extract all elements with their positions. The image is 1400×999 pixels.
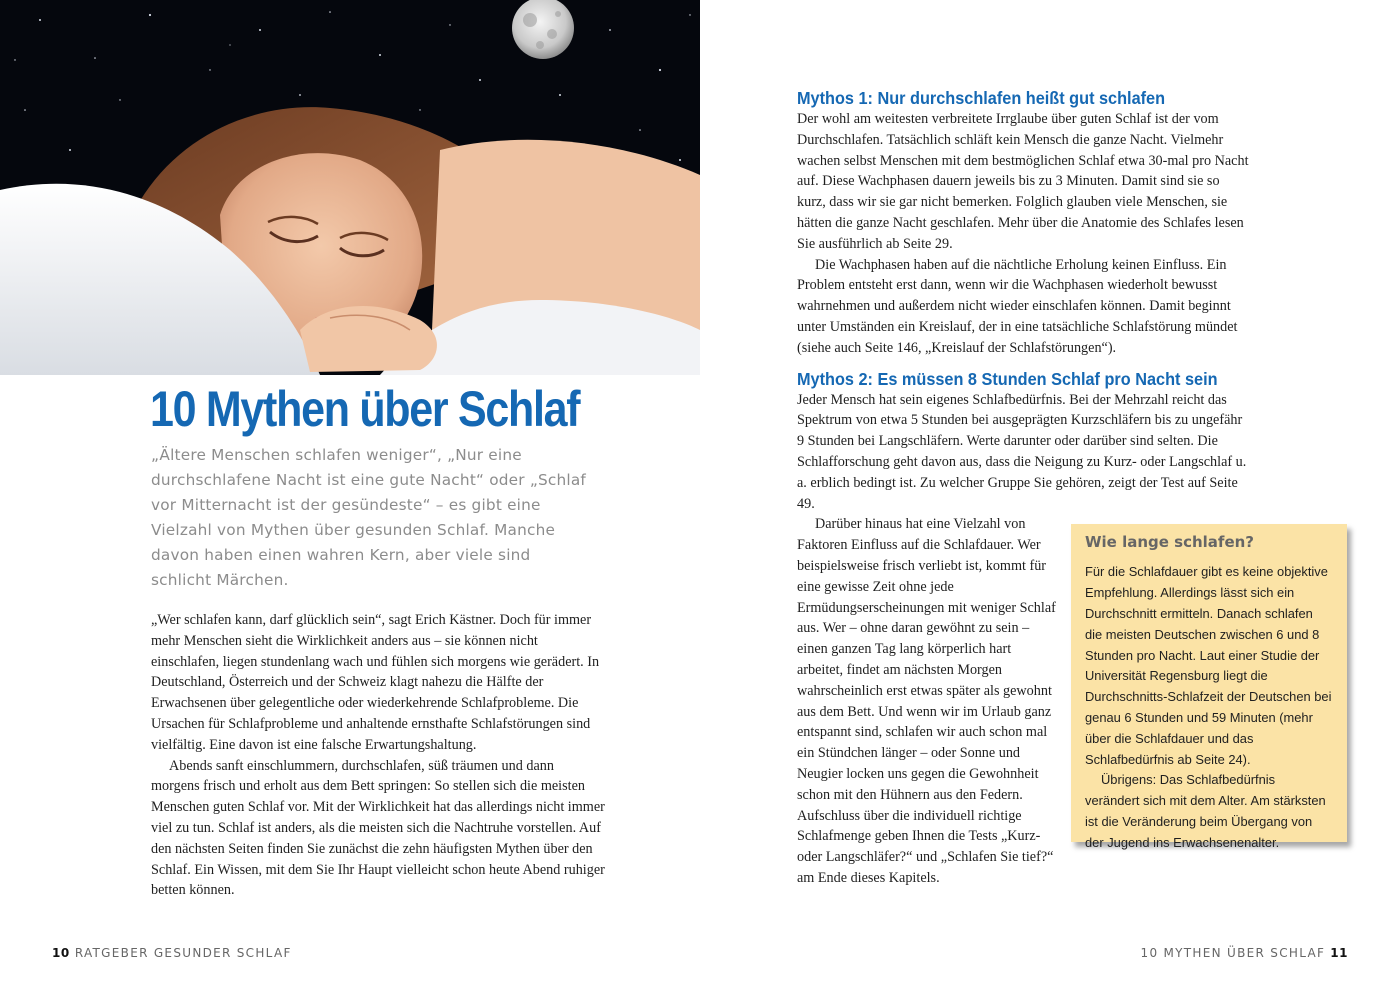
body-paragraph bbox=[797, 390, 1249, 515]
page-number: 11 bbox=[1330, 946, 1348, 960]
intro-body bbox=[151, 610, 606, 901]
body-paragraph: Abends sanft einschlummern, durchschlafen, süß träumen und dann morgens frisch und erholt aus dem Bett springen: So stellen sich die meisten Menschen guten Schlaf vor. Mit der Wirklichkeit hat das allerdings nicht immer viel zu tun. Schlaf ist anders, als die meisten sich die Nachtruhe vorstellen. Auf den nächsten Seiten finden Sie zunächst die zehn häufigsten Mythen über den Schlaf. Ein Wissen, mit dem Sie Ihr Haupt vielleicht schon heute Abend ruhiger betten können. bbox=[151, 757, 605, 899]
folio-right bbox=[1141, 946, 1348, 960]
lead-paragraph: „Ältere Menschen schlafen weniger“, „Nur eine durchschlafene Nacht ist eine gute Nacht“ oder „Schlaf vor Mitternacht ist der gesündeste“ – es gibt eine Vielzahl von Mythen über gesunden Schlaf. Manche davon haben einen wahren Kern, aber viele sind schlicht Märchen. bbox=[151, 446, 586, 589]
running-head: 10 MYTHEN ÜBER SCHLAF bbox=[1140, 946, 1326, 960]
myth-2-heading: Mythos 2: Es müssen 8 Stunden Schlaf pro Nacht sein bbox=[797, 368, 1218, 389]
body-paragraph: Die Wachphasen haben auf die nächtliche Erholung keinen Einfluss. Ein Problem entsteht erst dann, wenn wir die Wachphasen wiederholt bewusst wahrnehmen und außerdem nicht wieder einschlafen können. Damit beginnt unter Umständen ein Kreislauf, der in eine tatsächliche Schlafstörung mündet (siehe auch Seite 146, „Kreislauf der Schlafstörungen“). bbox=[797, 256, 1238, 356]
cover-photo-sleeping-woman bbox=[0, 0, 700, 375]
folio-left bbox=[52, 946, 292, 960]
info-box-title: Wie lange schlafen? bbox=[1085, 533, 1254, 552]
page-number: 10 bbox=[52, 946, 70, 960]
myths-column bbox=[797, 87, 1332, 889]
page-title: 10 Mythen über Schlaf bbox=[150, 381, 580, 437]
myth-2-text-before-box: Jeder Mensch hat sein eigenes Schlafbedürfnis. Bei der Mehrzahl reicht das Spektrum von etwa 5 Stunden bei ausgeprägten Kurzschläfern bis zu ungefähr 9 Stunden bei Langschläfern. Werte darunter oder darüber sind selten. Die Schlafforschung geht davon aus, dass die Neigung zu Kurz- oder Langschlaf u. a. erblich bedingt ist. Zu welcher Gruppe Sie gehören, zeigt der Test auf Seite 49. bbox=[797, 391, 1247, 512]
info-box-paragraph: Für die Schlafdauer gibt es keine objektive Empfehlung. Allerdings lässt sich ein Durchschnitt ermitteln. Danach schlafen die meisten Deutschen zwischen 6 und 8 Stunden pro Nacht. Laut einer Studie der Universität Regensburg liegt die Durchschnitts-Schlafzeit der Deutschen bei genau 6 Stunden und 59 Minuten (mehr über die Schlafdauer und das Schlafbedürfnis ab Seite 24). bbox=[1085, 564, 1332, 767]
body-paragraph: „Wer schlafen kann, darf glücklich sein“, sagt Erich Kästner. Doch für immer mehr Menschen sieht die Wirklichkeit anders aus – sie können nicht einschlafen, liegen stundenlang wach und fühlen sich morgens wie gerädert. In Deutschland, Österreich und der Schweiz klagt nahezu die Hälfte der Erwachsenen über gelegentliche oder wiederkehrende Schlafprobleme. Die Ursachen für Schlafprobleme und anhaltende ernsthafte Schlafstörungen sind vielfältig. Eine davon ist eine falsche Erwartungshaltung. bbox=[151, 612, 600, 753]
info-box-paragraph: Übrigens: Das Schlafbedürfnis verändert sich mit dem Alter. Am stärksten ist die Veränderung beim Übergang von der Jugend ins Erwachsenenalter. bbox=[1085, 772, 1326, 850]
body-paragraph: Der wohl am weitesten verbreitete Irrglaube über guten Schlaf ist der vom Durchschlafen. Tatsächlich schläft kein Mensch die ganze Nacht. Vielmehr wachen selbst Menschen mit dem bestmöglichen Schlaf etwa 30-mal pro Nacht auf. Diese Wachphasen dauern jeweils bis zu 3 Minuten. Damit sind sie so kurz, dass wir sie gar nicht bemerken. Folglich glauben viele Menschen, sie hätten die ganze Nacht geschlafen. Mehr über die Anatomie des Schlafes lesen Sie ausführlich ab Seite 29. bbox=[797, 111, 1249, 252]
sleeping-woman-moon-illustration bbox=[0, 0, 700, 375]
running-head: RATGEBER GESUNDER SCHLAF bbox=[74, 946, 292, 960]
info-box bbox=[1071, 524, 1347, 850]
myth-1-heading: Mythos 1: Nur durchschlafen heißt gut schlafen bbox=[797, 88, 1166, 108]
body-paragraph: Darüber hinaus hat eine Vielzahl von Faktoren Einfluss auf die Schlafdauer. Wer beispielsweise frisch verliebt ist, kommt für eine gewisse Zeit ohne jede Ermüdungserscheinungen mit weniger Schlaf aus. Wer – ohne daran gewöhnt zu sein – einen ganzen Tag lang körperlich hart arbeitet, findet am nächsten Morgen wahrscheinlich erst etwas später als gewohnt aus dem Bett. Und wenn wir im Urlaub ganz entspannt sind, schlafen wir auch schon mal ein Stündchen länger – oder Sonne und Neugier locken uns gegen die Gewohnheit schon mit den Hühnern aus den Federn. Aufschluss über die individuell richtige Schlafmenge geben Ihnen die Tests „Kurz- oder Langschläfer?“ und „Schlafen Sie tief?“ am Ende dieses Kapitels. bbox=[797, 516, 1056, 886]
